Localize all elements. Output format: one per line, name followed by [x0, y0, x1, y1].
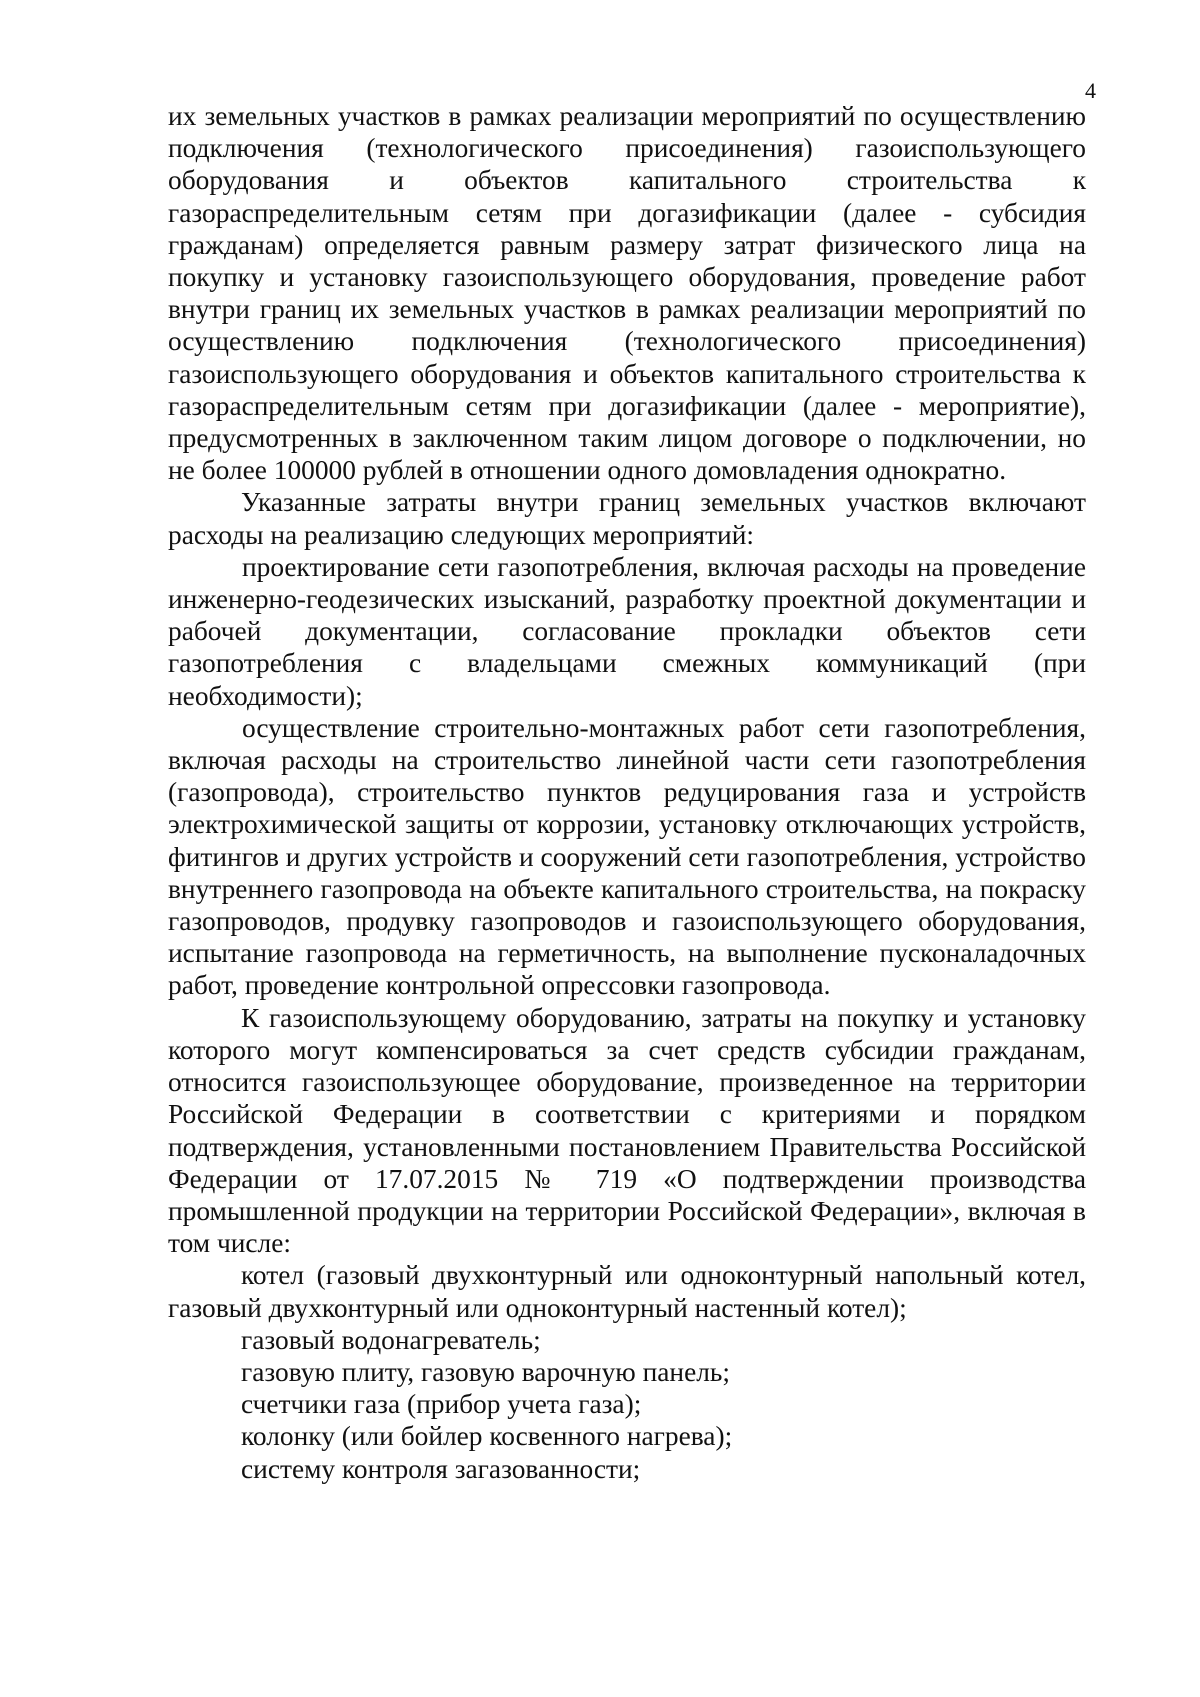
paragraph-costs-intro: Указанные затраты внутри границ земельных участков включают расходы на реализацию следующих мероприятий: — [168, 487, 1086, 550]
paragraph-subsidy-definition: их земельных участков в рамках реализации мероприятий по осуществлению подключения (технологического присоединения) газоиспользующего оборудования и объектов капитального строительства к газораспределительным сетям при догазификации (далее - субсидия гражданам) определяется равным размеру затрат физического лица на покупку и установку газоиспользующего оборудования, проведение работ внутри границ их земельных участков в рамках реализации мероприятий по осуществлению подключения (технологического присоединения) газоиспользующего оборудования и объектов капитального строительства к газораспределительным сетям при догазификации (далее - мероприятие), предусмотренных в заключенном таким лицом договоре о подключении, но не более 100000 рублей в отношении одного домовладения однократно. — [168, 101, 1086, 486]
list-item-gas-control-system: систему контроля загазованности; — [241, 1453, 641, 1484]
list-item-gas-stove: газовую плиту, газовую варочную панель; — [241, 1356, 730, 1387]
paragraph-boiler: котел (газовый двухконтурный или одноконтурный напольный котел, газовый двухконтурный или одноконтурный настенный котел); — [168, 1260, 1086, 1323]
list-item-gas-meter: счетчики газа (прибор учета газа); — [241, 1389, 642, 1420]
list-item-boiler-column: колонку (или бойлер косвенного нагрева); — [241, 1421, 733, 1452]
paragraph-design: проектирование сети газопотребления, включая расходы на проведение инженерно-геодезических изысканий, разработку проектной документации и рабочей документации, согласование прокладки объектов сети газопотребления с владельцами смежных коммуникаций (при необходимости); — [168, 551, 1086, 711]
list-item-water-heater: газовый водонагреватель; — [241, 1324, 541, 1355]
page-number: 4 — [1085, 78, 1096, 103]
document-body — [168, 100, 1086, 1485]
paragraph-equipment: К газоиспользующему оборудованию, затраты на покупку и установку которого могут компенсироваться за счет средств субсидии гражданам, относится газоиспользующее оборудование, произведенное на территории Российской Федерации в соответствии с критериями и порядком подтверждения, установленными постановлением Правительства Российской Федерации от 17.07.2015 № 719 «О подтверждении производства промышленной продукции на территории Российской Федерации», включая в том числе: — [168, 1002, 1086, 1259]
paragraph-construction: осуществление строительно-монтажных работ сети газопотребления, включая расходы на строительство линейной части сети газопотребления (газопровода), строительство пунктов редуцирования газа и устройств электрохимической защиты от коррозии, установку отключающих устройств, фитингов и других устройств и сооружений сети газопотребления, устройство внутреннего газопровода на объекте капитального строительства, на покраску газопроводов, продувку газопроводов и газоиспользующего оборудования, испытание газопровода на герметичность, на выполнение пусконаладочных работ, проведение контрольной опрессовки газопровода. — [168, 712, 1086, 1001]
